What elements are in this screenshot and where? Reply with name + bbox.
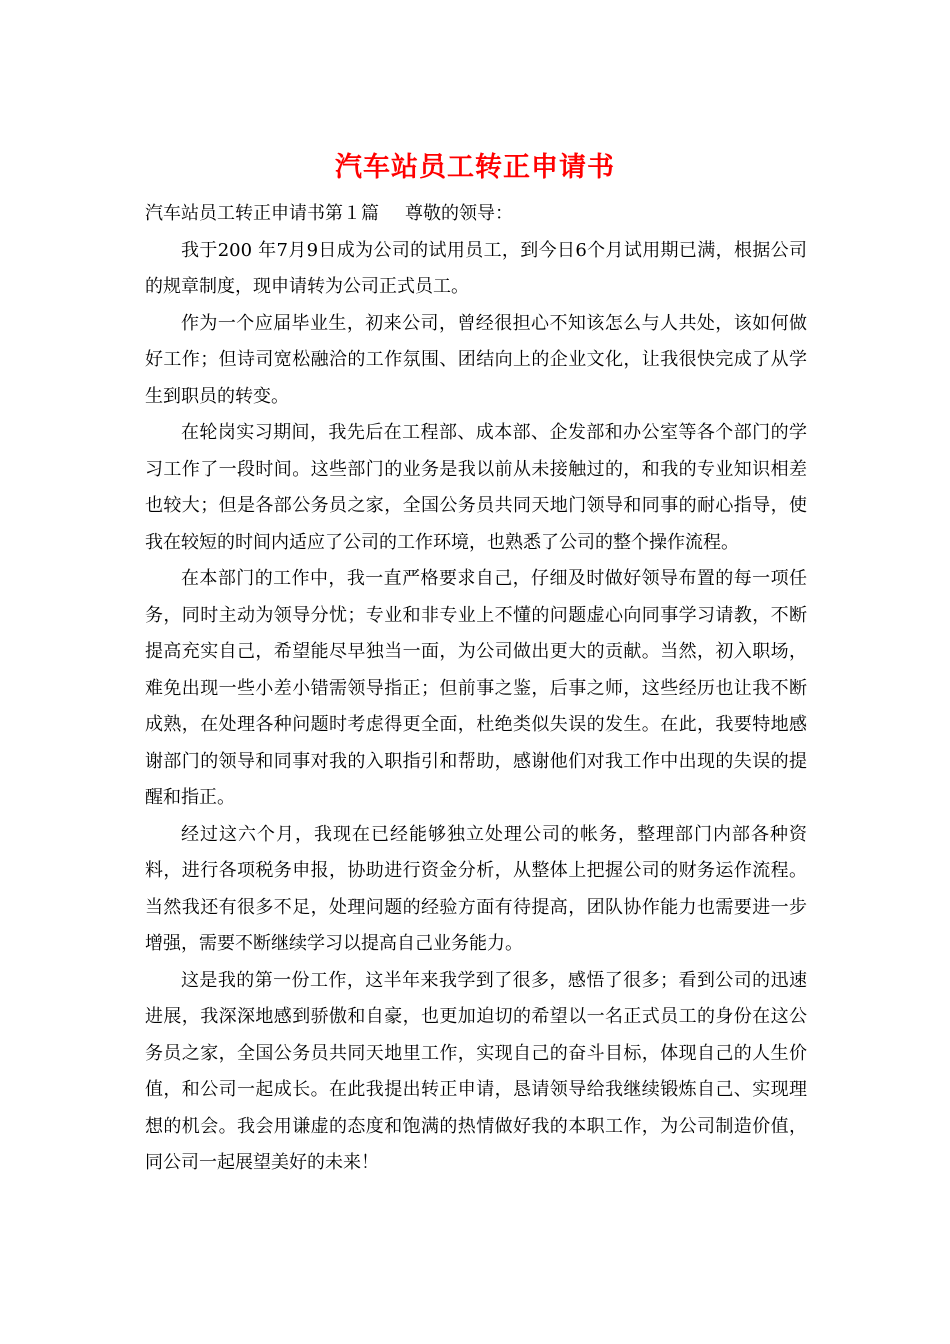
intro-heading: 汽车站员工转正申请书第１篇 (145, 203, 379, 224)
document-body (145, 196, 807, 1182)
paragraph: 在本部门的工作中，我一直严格要求自己，仔细及时做好领导布置的每一项任务，同时主动为领导分忧；专业和非专业上不懂的问题虚心向同事学习请教，不断提高充实自己，希望能尽早独当一面，为公司做出更大的贡献。当然，初入职场，难免出现一些小差小错需领导指正；但前事之鉴，后事之师，这些经历也让我不断成熟，在处理各种问题时考虑得更全面，杜绝类似失误的发生。在此，我要特地感谢部门的领导和同事对我的入职指引和帮助，感谢他们对我工作中出现的失误的提醒和指正。 (145, 568, 807, 808)
paragraph: 作为一个应届毕业生，初来公司，曾经很担心不知该怎么与人共处，该如何做好工作；但诗司宽松融洽的工作氛围、团结向上的企业文化，让我很快完成了从学生到职员的转变。 (145, 312, 807, 407)
paragraph: 在轮岗实习期间，我先后在工程部、成本部、企发部和办公室等各个部门的学习工作了一段时间。这些部门的业务是我以前从未接触过的，和我的专业知识相差也较大；但是各部公务员之家，全国公务员共同天地门领导和同事的耐心指导，使我在较短的时间内适应了公司的工作环境，也熟悉了公司的整个操作流程。 (145, 422, 807, 553)
intro-line (145, 196, 807, 233)
paragraph: 经过这六个月，我现在已经能够独立处理公司的帐务，整理部门内部各种资料，进行各项税务申报，协助进行资金分析，从整体上把握公司的财务运作流程。当然我还有很多不足，处理问题的经验方面有待提高，团队协作能力也需要进一步增强，需要不断继续学习以提高自己业务能力。 (145, 823, 807, 954)
paragraph: 我于200 年7月9日成为公司的试用员工，到今日6个月试用期已满，根据公司的规章制度，现申请转为公司正式员工。 (145, 239, 807, 297)
document-title: 汽车站员工转正申请书 (335, 152, 615, 183)
paragraph: 这是我的第一份工作，这半年来我学到了很多，感悟了很多；看到公司的迅速进展，我深深地感到骄傲和自豪，也更加迫切的希望以一名正式员工的身份在这公务员之家，全国公务员共同天地里工作，实现自己的奋斗目标，体现自己的人生价值，和公司一起成长。在此我提出转正申请，恳请领导给我继续锻炼自己、实现理想的机会。我会用谦虚的态度和饱满的热情做好我的本职工作，为公司制造价值，同公司一起展望美好的未来！ (145, 969, 807, 1173)
salutation: 尊敬的领导： (405, 203, 513, 224)
